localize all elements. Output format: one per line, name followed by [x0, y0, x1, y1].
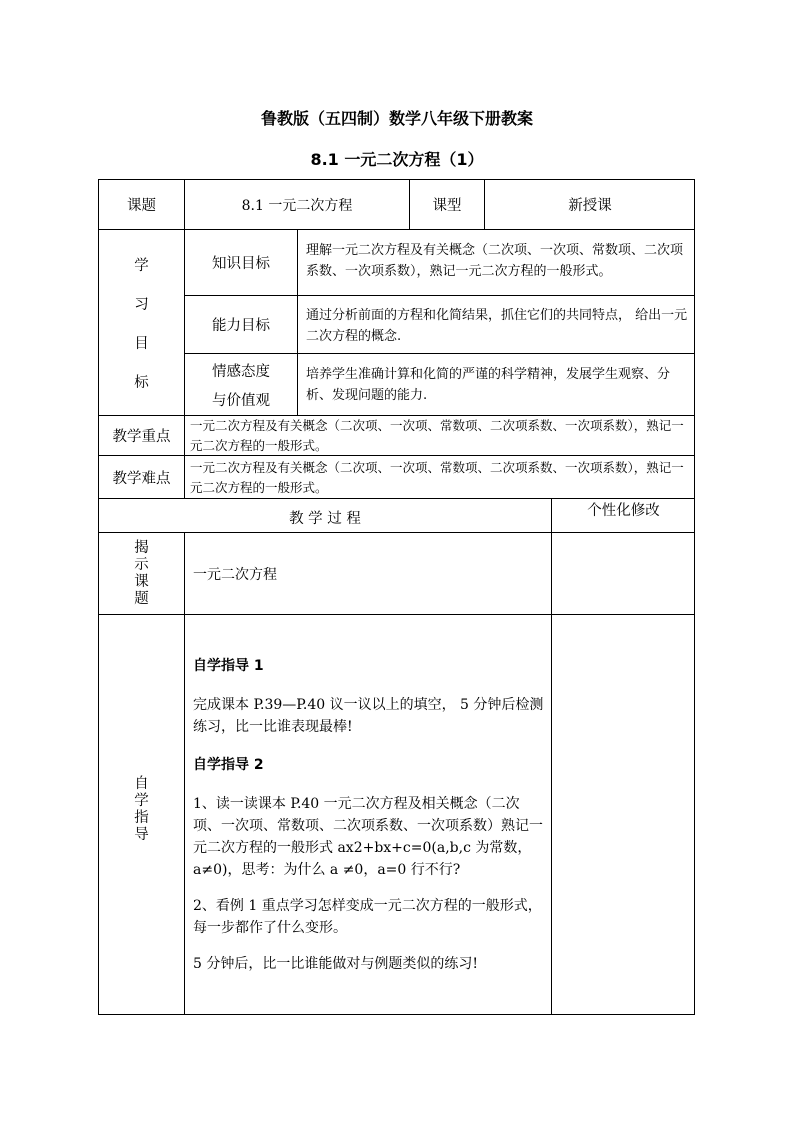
lesson-type-value: 新授课 [484, 179, 695, 229]
self-study-personal-cell [551, 614, 695, 1015]
self-study-char: 指 [134, 810, 149, 826]
reveal-char: 课 [134, 573, 149, 590]
knowledge-goal-text: 理解一元二次方程及有关概念（二次项、一次项、常数项、二次项系数、一次项系数），熟记一元二次方程的一般形式。 [297, 229, 695, 295]
key-points-text: 一元二次方程及有关概念（二次项、一次项、常数项、二次项系数、一次项系数），熟记一元二次方程的一般形式。 [184, 415, 695, 455]
reveal-topic-label [98, 532, 184, 614]
self-study-label [98, 614, 184, 1015]
self-study-char: 学 [134, 793, 149, 809]
emotion-label-line: 与价值观 [212, 392, 270, 409]
difficulty-text: 一元二次方程及有关概念（二次项、一次项、常数项、二次项系数、一次项系数），熟记一元二次方程的一般形式。 [184, 455, 695, 498]
ability-goal-text: 通过分析前面的方程和化简结果，抓住它们的共同特点， 给出一元二次方程的概念. [297, 295, 695, 353]
document-title: 鲁教版（五四制）数学八年级下册教案 [260, 109, 533, 128]
guide2-item-2: 2、看例 1 重点学习怎样变成一元二次方程的一般形式，每一步都作了什么变形。 [193, 898, 542, 936]
topic-value: 8.1 一元二次方程 [184, 179, 409, 229]
objectives-char: 标 [134, 374, 149, 391]
reveal-personal-cell [551, 532, 695, 614]
lesson-type-label: 课型 [409, 179, 484, 229]
reveal-char: 揭 [134, 539, 149, 556]
reveal-char: 示 [134, 556, 149, 573]
guide2-item-1: 1、读一读课本 P.40 一元二次方程及相关概念（二次项、一次项、常数项、二次项系数、一次项系数）熟记一元二次方程的一般形式 ax2+bx+c=0(a,b,c 为常数，a≠0)，思考：为什么 a ≠0，a=0 行不行? [193, 796, 543, 878]
ability-goal-label: 能力目标 [184, 295, 297, 353]
emotion-goal-text: 培养学生准确计算和化简的严谨的科学精神，发展学生观察、分析、发现问题的能力. [297, 353, 695, 415]
guide1-title: 自学指导 1 [193, 658, 264, 674]
objectives-char: 目 [134, 335, 149, 352]
guide2-item-3: 5 分钟后，比一比谁能做对与例题类似的练习! [193, 956, 478, 972]
objectives-char: 习 [134, 296, 149, 313]
knowledge-goal-label: 知识目标 [184, 229, 297, 295]
self-study-content [184, 614, 551, 1015]
self-study-char: 自 [134, 776, 149, 792]
emotion-label-line: 情感态度 [212, 363, 270, 380]
difficulty-label: 教学难点 [98, 455, 184, 498]
objectives-char: 学 [134, 257, 149, 274]
topic-label: 课题 [98, 179, 184, 229]
process-header: 教 学 过 程 [98, 498, 551, 532]
guide2-title: 自学指导 2 [193, 757, 264, 773]
lesson-plan-table [98, 179, 695, 1015]
reveal-topic-text: 一元二次方程 [184, 532, 551, 614]
guide1-text: 完成课本 P.39—P.40 议一议以上的填空， 5 分钟后检测练习，比一比谁表现最棒! [193, 697, 544, 735]
objectives-label [98, 229, 184, 415]
reveal-char: 题 [134, 590, 149, 607]
emotion-goal-label [184, 353, 297, 415]
key-points-label: 教学重点 [98, 415, 184, 455]
self-study-char: 导 [134, 827, 149, 843]
personalization-header: 个性化修改 [551, 498, 695, 532]
lesson-title: 8.1 一元二次方程（1） [310, 150, 484, 169]
